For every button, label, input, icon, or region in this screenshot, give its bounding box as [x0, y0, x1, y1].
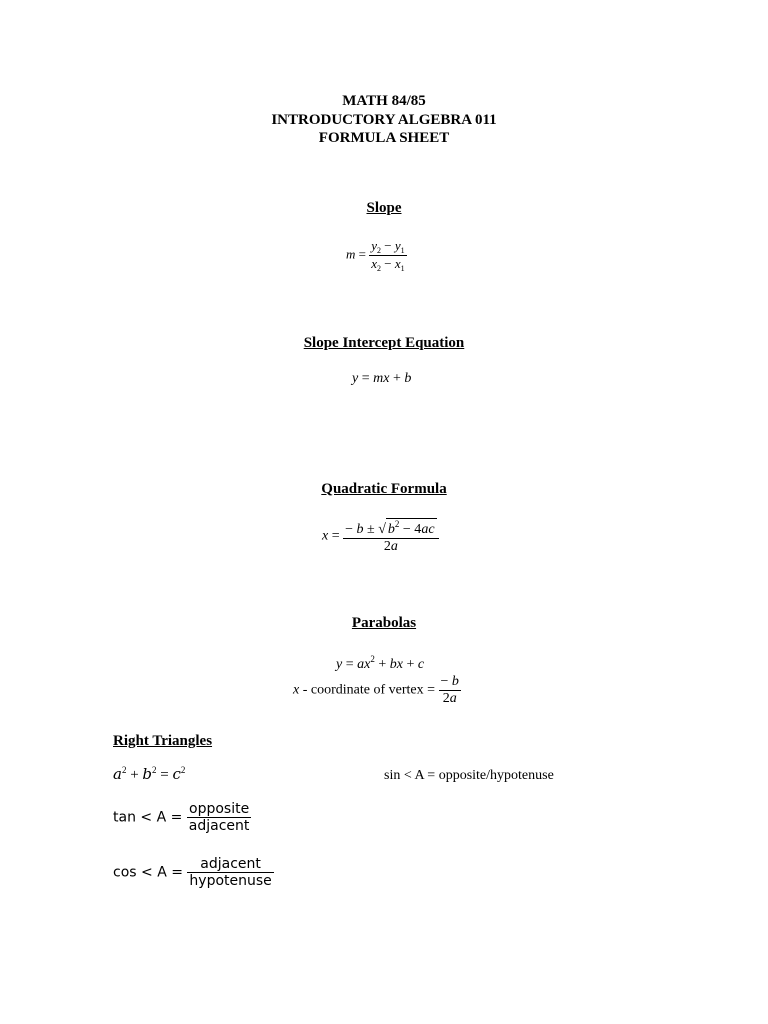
slope-heading: Slope: [366, 200, 402, 216]
tangent-numerator: opposite: [187, 801, 252, 818]
slope-intercept-formula: y = mx + b: [352, 371, 412, 386]
quadratic-heading: Quadratic Formula: [321, 481, 447, 497]
cosine-numerator: adjacent: [187, 856, 273, 873]
cosine-label: cos < A =: [113, 864, 183, 881]
vertex-formula: x - coordinate of vertex = $\frac{- b}{2a}$: [293, 674, 459, 706]
slope-formula: m = $\frac{y_2 - y_1}{x_2 - x_1}$: [346, 238, 405, 273]
right-triangles-heading: Right Triangles: [113, 733, 213, 749]
tangent-label: tan < A =: [113, 809, 183, 826]
slope-intercept-heading: Slope Intercept Equation: [303, 335, 465, 351]
vertex-label: - coordinate of vertex =: [302, 682, 436, 698]
cosine-denominator: hypotenuse: [189, 873, 272, 889]
sheet-title: FORMULA SHEET: [318, 130, 450, 146]
course-title: INTRODUCTORY ALGEBRA 011: [271, 112, 497, 128]
pythagorean-formula: $a^2 + b^2 = c^2$: [113, 765, 186, 783]
course-code: MATH 84/85: [342, 93, 426, 109]
sine-formula: sin < A = opposite/hypotenuse: [384, 768, 554, 783]
quadratic-formula: x = $\frac{- b \pm √ b^2 - 4ac}{2a}$: [322, 518, 439, 555]
tangent-denominator: adjacent: [188, 818, 250, 834]
tangent-formula: [113, 801, 251, 834]
cosine-formula: [113, 856, 274, 889]
parabolas-heading: Parabolas: [351, 615, 417, 631]
parabola-formula: $y = ax^2$ + bx + c: [336, 654, 425, 672]
